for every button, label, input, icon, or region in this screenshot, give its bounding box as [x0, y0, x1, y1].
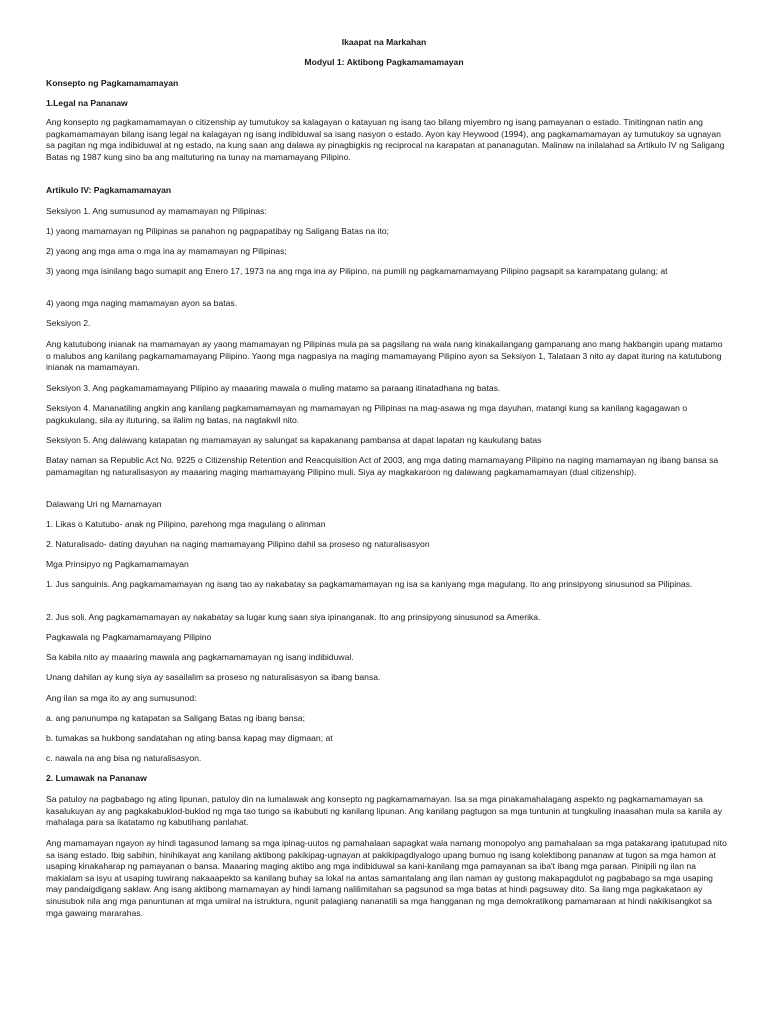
- paragraph-ra-9225: Batay naman sa Republic Act No. 9225 o Citizenship Retention and Reacquisition Act of 2003, ang mga dating mamamayang Pilipino na naging mamamayan ng ibang bansa sa pamamagitan ng naturalisasyon ay maaaring maging mamamayang Pilipino muli. Siya ay magkakaroon ng dalawang pagkamamamayan (dual citizenship).: [46, 455, 719, 477]
- seksiyon-1: Seksiyon 1. Ang sumusunod ay mamamayan ng Pilipinas:: [46, 206, 267, 216]
- heading-lumawak: 2. Lumawak na Pananaw: [46, 773, 147, 783]
- page-title: Ikaapat na Markahan: [341, 37, 427, 47]
- lumawak-paragraph-2: Ang mamamayan ngayon ay hindi tagasunod lamang sa mga ipinag-uutos ng pamahalaan sapagkat wala namang monopolyo ang pamahalaan sa mga patakarang ipatutupad nito sa isang estado. Ibig sabihin, hinihikayat ang kanilang aktibong pakikipag-ugnayan at pakikipagdiyalogo upang bumuo ng isang kolektibong pananaw at tugon sa mga hamon at usaping kinakaharap ng pamayanan o bansa. Maaaring maging aktibo ang mga indibiduwal sa kani-kanilang mga pamayanan sa iba't ibang mga paraan. Pinipili ng ilan na makialam sa isyu at usaping tuwirang nakaaapekto sa kanilang buhay sa lokal na antas samantalang ang ilan naman ay gustong makapagdulot ng pagbabago sa mga usaping may pandaigdigang saklaw. Ang isang aktibong mamamayan ay hindi lamang nalilimitahan sa pagsunod sa mga batas at hindi pagsuway dito. Sa ilang mga pagkakataon ay sinusubok nila ang mga panuntunan at mga umiiral na istruktura, ngunit palagiang nananatili sa mga hangganan ng mga demokratikong pamamaraan at hindi nakikisangkot sa mga gawaing mararahas.: [46, 838, 727, 918]
- uri-item-2: 2. Naturalisado- dating dayuhan na naging mamamayang Pilipino dahil sa proseso ng naturalisasyon: [46, 539, 430, 549]
- paragraph-legal: Ang konsepto ng pagkamamamayan o citizenship ay tumutukoy sa kalagayan o katayuan ng isang tao bilang miyembro ng isang pamayanan o estado. Tinitingnan natin ang pagkamamamayan bilang isang legal na kalagayan ng isang indibiduwal sa isang nasyon o estado. Ayon kay Heywood (1994), ang pagkamamamayan ay tumutukoy sa ugnayan sa pagitan ng mga indibiduwal at ng estado, na kung saan ang dalawa ay pinagbigkis ng reciprocal na karapatan at pananagutan. Malinaw na inilalahad sa Artikulo IV ng Saligang Batas ng 1987 kung sino ba ang maituturing na tunay na mamamayang Pilipino.: [46, 117, 725, 162]
- heading-pagkawala: Pagkawala ng Pagkamamamayang Pilipino: [46, 632, 212, 642]
- module-title: Modyul 1: Aktibong Pagkamamamayan: [304, 57, 464, 67]
- prinsipyo-item-2: 2. Jus soli. Ang pagkamamamayan ay nakabatay sa lugar kung saan siya ipinanganak. Ito ang prinsipyong sinusunod sa Amerika.: [46, 612, 541, 622]
- seksiyon-4: Seksiyon 4. Mananatiling angkin ang kanilang pagkamamamayan ng mamamayan ng Pilipinas na mag-asawa ng mga dayuhan, matangi kung sa kanilang kagagawan o pagkukulang, sila ay ituturing, sa ilalim ng batas, na nagtakwil nito.: [46, 403, 688, 425]
- seksiyon-1-item-1: 1) yaong mamamayan ng Pilipinas sa panahon ng pagpapatibay ng Saligang Batas na ito;: [46, 226, 390, 236]
- pagkawala-item-c: c. nawala na ang bisa ng naturalisasyon.: [46, 753, 202, 763]
- seksiyon-1-item-2: 2) yaong ang mga ama o mga ina ay mamamayan ng Pilipinas;: [46, 246, 287, 256]
- seksiyon-3: Seksiyon 3. Ang pagkamamamayang Pilipino ay maaaring mawala o muling matamo sa paraang itinatadhana ng batas.: [46, 383, 501, 393]
- pagkawala-text-1: Sa kabila nito ay maaaring mawala ang pagkamamamayan ng isang indibiduwal.: [46, 652, 354, 662]
- heading-uri: Dalawang Uri ng Mamamayan: [46, 499, 162, 509]
- pagkawala-item-b: b. tumakas sa hukbong sandatahan ng ating bansa kapag may digmaan; at: [46, 733, 333, 743]
- uri-item-1: 1. Likas o Katutubo- anak ng Pilipino, parehong mga magulang o alinman: [46, 519, 326, 529]
- pagkawala-text-3: Ang ilan sa mga ito ay ang sumusunod:: [46, 693, 197, 703]
- heading-prinsipyo: Mga Prinsipyo ng Pagkamamamayan: [46, 559, 189, 569]
- seksiyon-1-item-3: 3) yaong mga isinilang bago sumapit ang Enero 17, 1973 na ang mga ina ay Pilipino, na pumili ng pagkamamamayang Pilipino pagsapit sa karampatang gulang; at: [46, 266, 668, 276]
- heading-konsepto: Konsepto ng Pagkamamamayan: [46, 78, 179, 88]
- heading-legal: 1.Legal na Pananaw: [46, 98, 128, 108]
- heading-artikulo: Artikulo IV: Pagkamamamayan: [46, 185, 172, 195]
- prinsipyo-item-1: 1. Jus sanguinis. Ang pagkamamamayan ng isang tao ay nakabatay sa pagkamamamayan ng isa sa kaniyang mga magulang. Ito ang prinsipyong sinusunod sa Pilipinas.: [46, 579, 693, 589]
- lumawak-paragraph-1: Sa patuloy na pagbabago ng ating lipunan, patuloy din na lumalawak ang konsepto ng pagkamamamayan. Isa sa mga pinakamahalagang aspekto ng pagkamamamayan sa kasalukuyan ay ang pagkakabuklod-buklod ng mga tao tungo sa ikabubuti ng kanilang lipunan. Ang kanilang pagtugon sa mga tuntunin at tungkuling inaasahan mula sa kanila ay mahalaga para sa ikatatamo ng kabutihang panlahat.: [46, 794, 723, 828]
- pagkawala-text-2: Unang dahilan ay kung siya ay sasailalim sa proseso ng naturalisasyon sa ibang bansa.: [46, 672, 381, 682]
- seksiyon-1-item-4: 4) yaong mga naging mamamayan ayon sa batas.: [46, 298, 238, 308]
- pagkawala-item-a: a. ang panunumpa ng katapatan sa Saligang Batas ng ibang bansa;: [46, 713, 305, 723]
- seksiyon-2-paragraph: Ang katutubong inianak na mamamayan ay yaong mamamayan ng Pilipinas mula pa sa pagsilang na wala nang kinakailangang gampanang ano mang hakbangin upang matamo o malubos ang kanilang pagkamamamayang Pilipino. Yaong mga nagpasiya na maging mamamayang Pilipino ayon sa Seksiyon 1, Talataan 3 nito ay dapat ituring na katutubong inianak na mamamayan.: [46, 339, 723, 373]
- seksiyon-2: Seksiyon 2.: [46, 318, 91, 328]
- seksiyon-5: Seksiyon 5. Ang dalawang katapatan ng mamamayan ay salungat sa kapakanang pambansa at dapat lapatan ng kaukulang batas: [46, 435, 542, 445]
